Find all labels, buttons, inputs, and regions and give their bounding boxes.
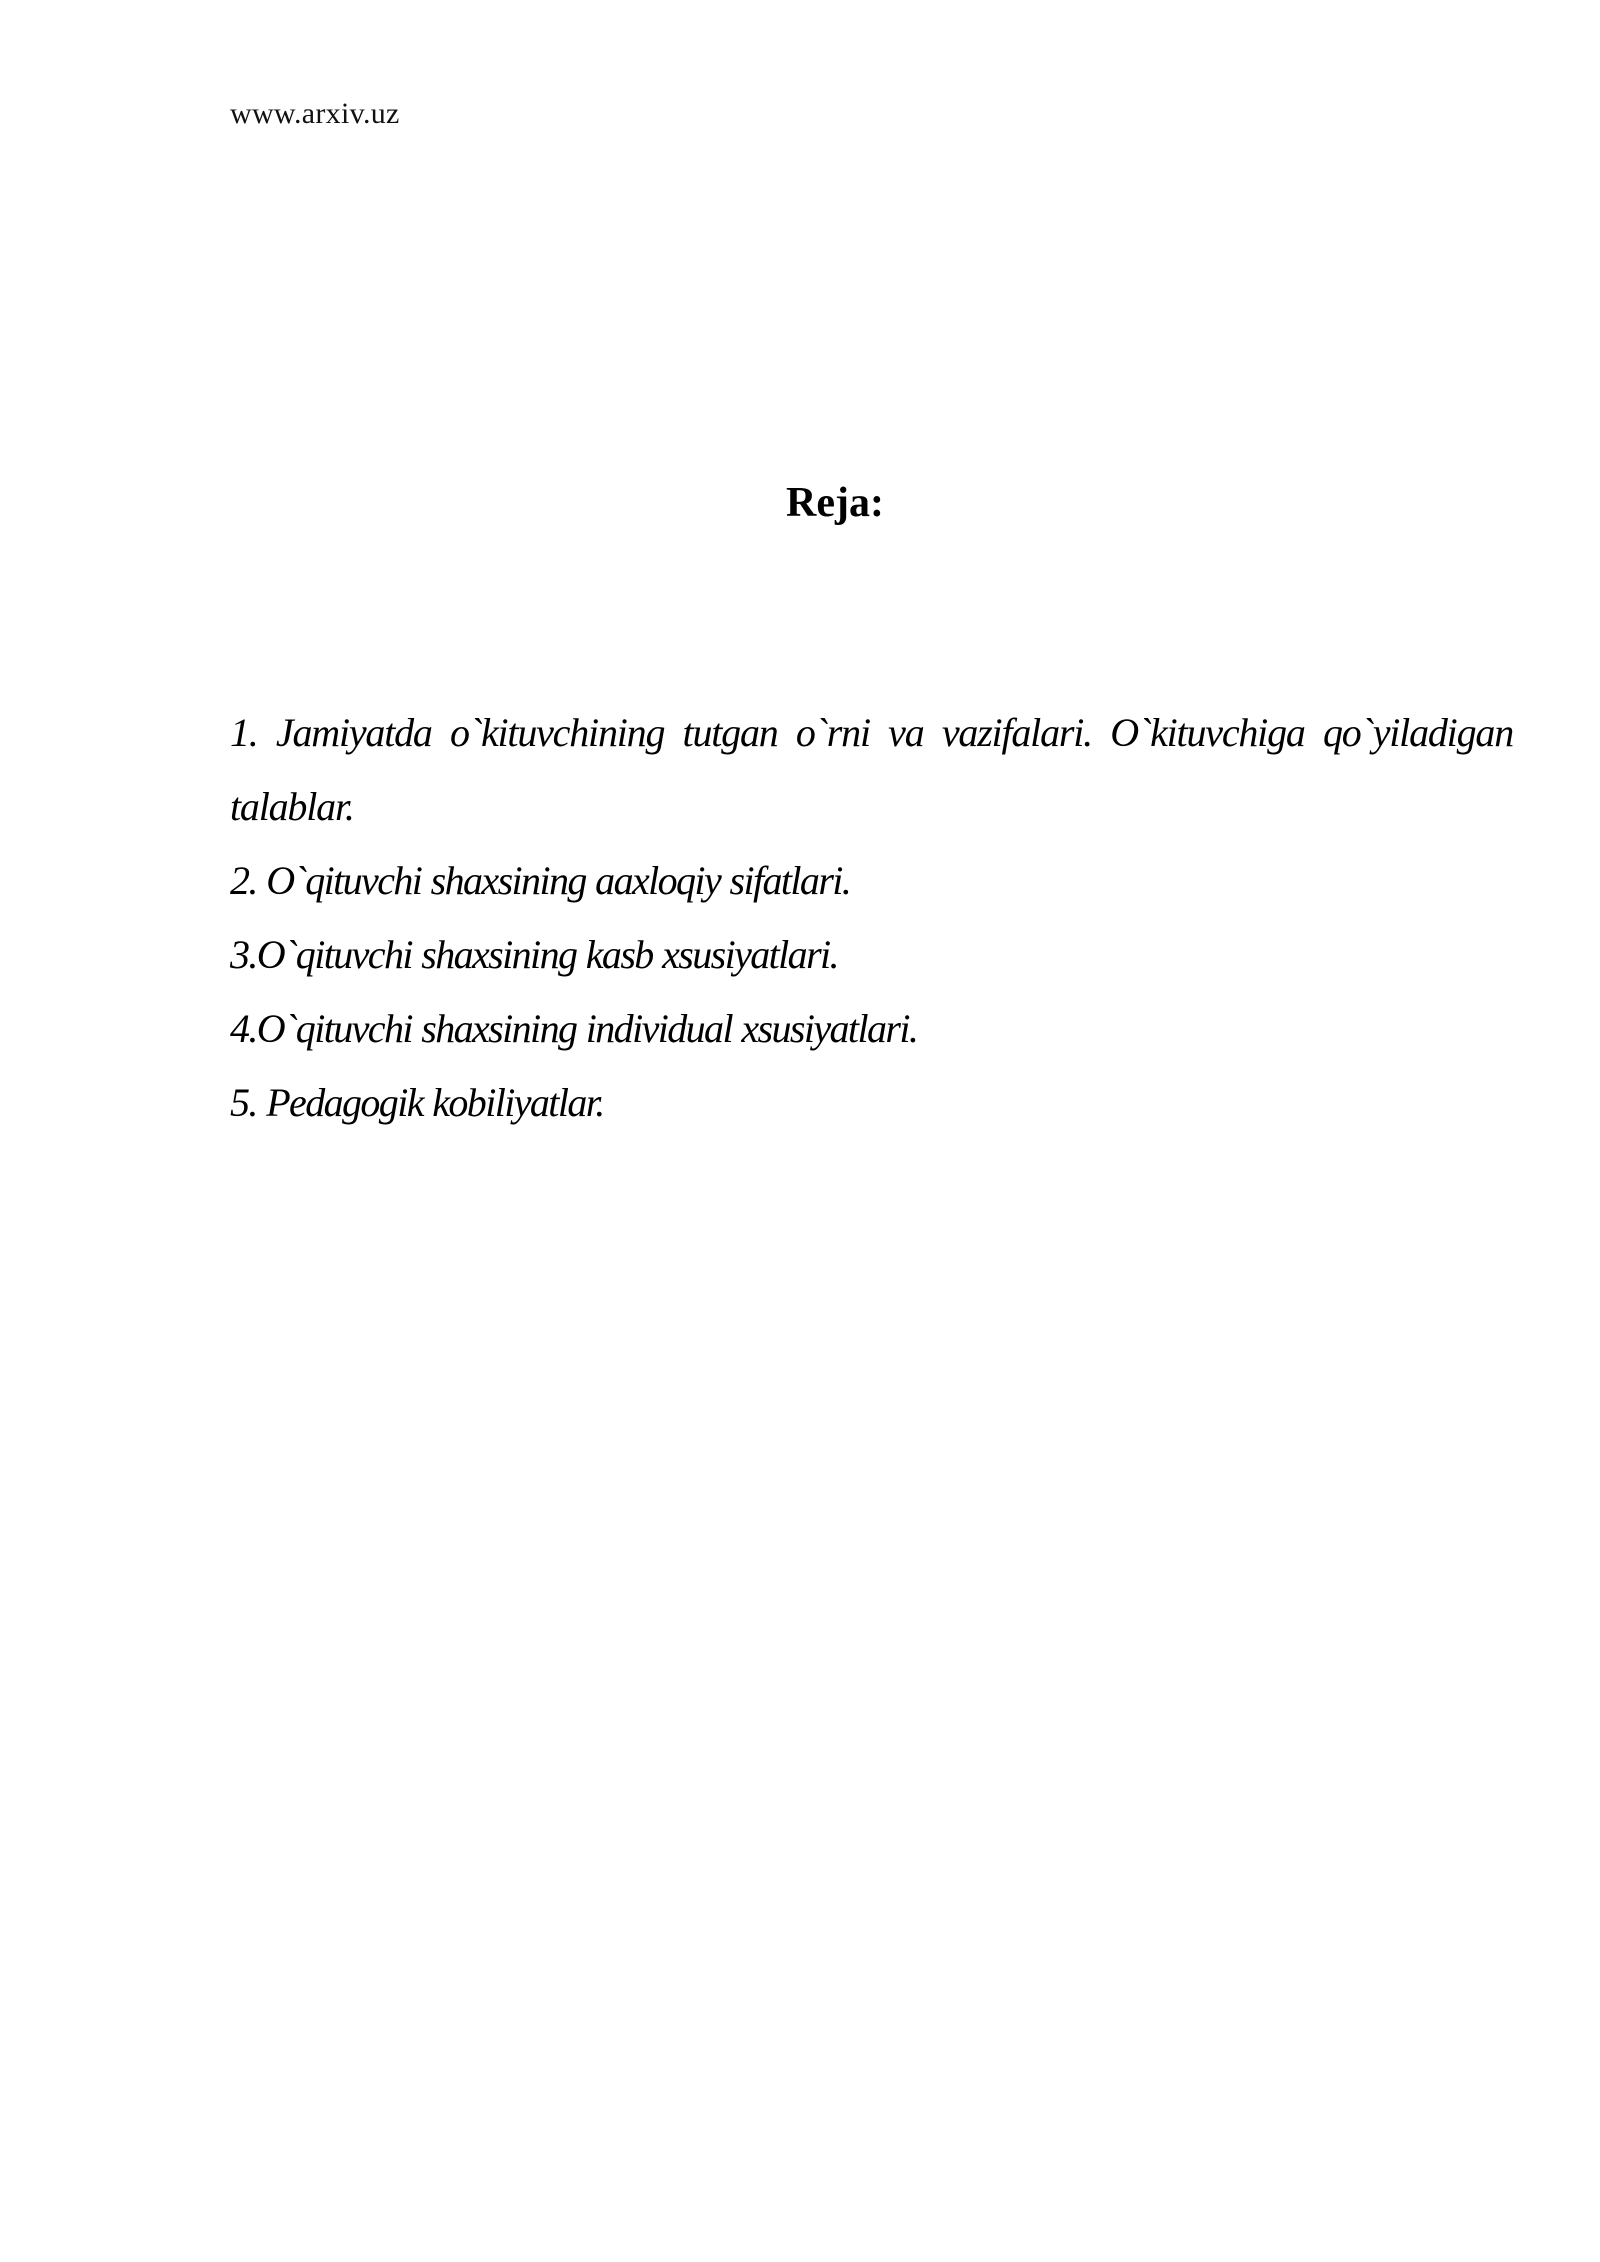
plan-item-5: 5. Pedagogik kobiliyatlar.: [230, 1080, 604, 1125]
header-url: www.arxiv.uz: [230, 97, 400, 130]
plan-list: [230, 696, 1513, 1140]
plan-item-2: 2. O`qituvchi shaxsining aaxloqiy sifatlari.: [230, 858, 851, 903]
plan-heading: Reja:: [786, 480, 884, 526]
plan-item-1: 1. Jamiyatda o`kituvchining tutgan o`rni va vazifalari. O`kituvchiga qo`yiladigan talablar.: [230, 710, 1513, 829]
plan-item-4: 4.O`qituvchi shaxsining individual xsusiyatlari.: [230, 1006, 918, 1051]
plan-item-3: 3.O`qituvchi shaxsining kasb xsusiyatlari.: [230, 932, 838, 977]
